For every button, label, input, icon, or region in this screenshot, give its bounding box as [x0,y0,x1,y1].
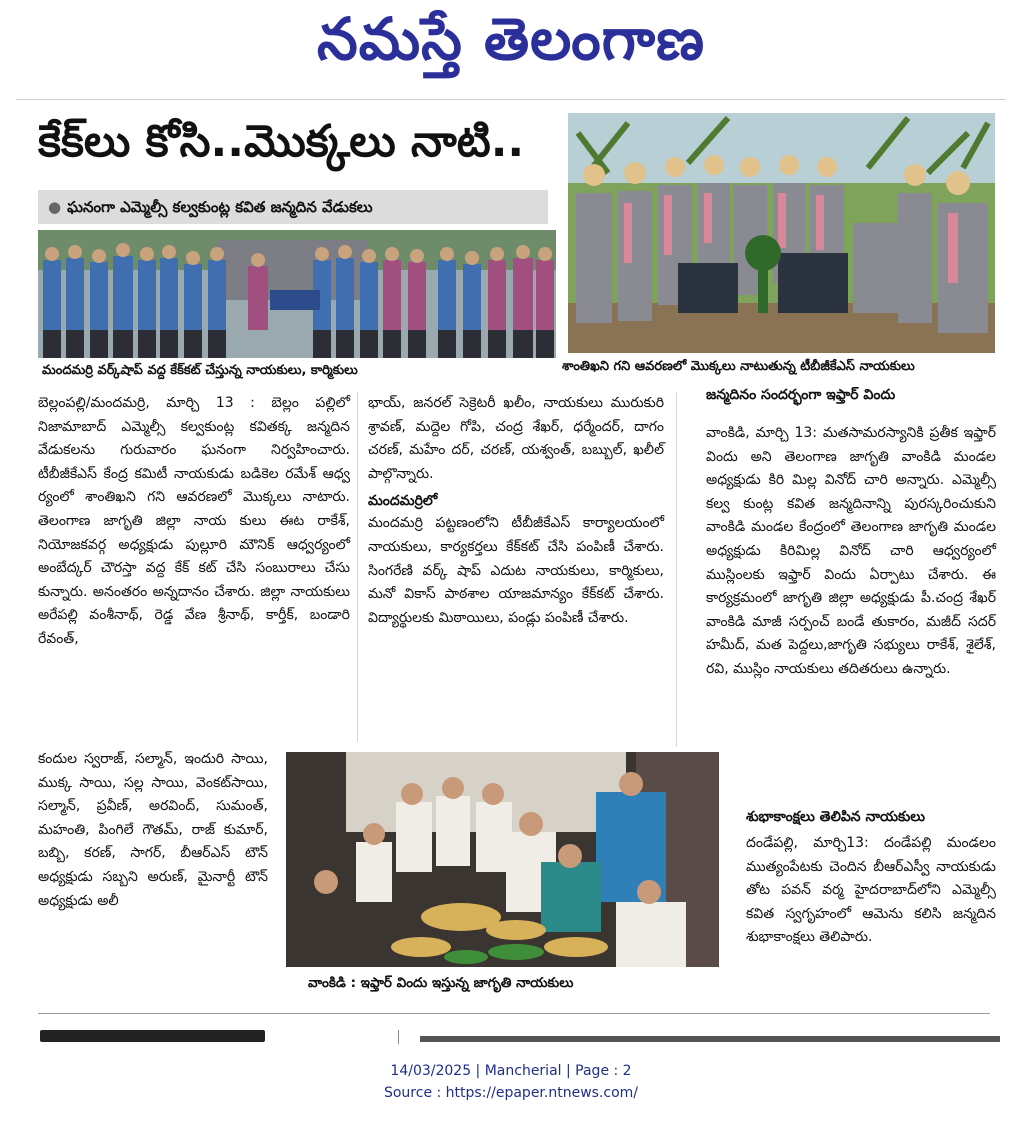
column-1-paragraph: బెల్లంపల్లి/మందమర్రి, మార్చి 13 : బెల్లం పల్లిలో నిజామాబాద్ ఎమ్మెల్సీ కల్వకుంట్ల కవితక్క జన్మదిన వేడుకలను గురువారం ఘనంగా నిర్వహించారు. టీబీజీకేఎస్ కేంద్ర కమిటీ నాయకుడు బడికెల రమేశ్ ఆధ్వ ర్యంలో శాంతిఖని గని ఆవరణలో మొక్కలు నాటారు. తెలంగాణ జాగృతి జిల్లా నాయ కులు ఈట రాకేశ్, నియోజకవర్గ అధ్యక్షుడు పుల్లూరి మౌనిక్ ఆధ్వర్యంలో అంబేద్కర్ చౌరస్తా వద్ద కేక్ కట్ చేసి సంబురాలు చేసు కున్నారు. అనంతరం అన్నదానం చేశారు. జిల్లా నాయకులు అరేపల్లి వంశీనాథ్, రెడ్డ వేణ శ్రీనాథ్, కార్తీక్, బండారి రేవంత్, [38,395,350,647]
caption-iftar: వాంకిడి : ఇఫ్తార్ విందు ఇస్తున్న జాగృతి నాయకులు [308,975,574,991]
article-column-2 [368,392,664,630]
column-divider [357,392,358,742]
section-heading-mandamarri: మందమర్రిలో [368,493,438,510]
caption-planting: శాంతిఖని గని ఆవరణలో మొక్కలు నాటుతున్న టీబీజీకేఎస్ నాయకులు [562,359,915,374]
photo-planting [568,113,995,353]
column-2-paragraph-b: మందమర్రి పట్టణంలోని టీబీజీకేఎస్ కార్యాలయంలో నాయకులు, కార్యకర్తలు కేక్‌కట్ చేసి పంపిణీ చేశారు. సింగరేణి వర్క్ షాప్ ఎదుట నాయకులు, కార్మికులు, మనో వికాస్ పాఠశాల యాజమాన్యం కేక్‌కట్ చేశారు. విద్యార్థులకు మిఠాయిలు, పండ్లు పంపిణీ చేశారు. [368,515,664,626]
article-headline: కేక్‌లు కోసి..మొక్కలు నాటి.. [38,116,525,167]
iftar-paragraph: వాంకిడి, మార్చి 13: మతసామరస్యానికి ప్రతీక ఇఫ్తార్ విందు అని తెలంగాణ జాగృతి వాంకిడి మండల అధ్యక్షుడు కిరి మిల్ల వినోద్ చారి అన్నారు. ఎమ్మెల్సీ కల్వ కుంట్ల కవిత జన్మదినాన్ని పురస్కరించుకుని వాంకిడి మండల కేంద్రంలో తెలంగాణ జాగృతి మండల అధ్యక్షుడు కిరిమిల్ల వినోద్ చారి ఆధ్వర్యంలో ముస్లింలకు ఇఫ్తార్ విందు ఏర్పాటు చేశారు. ఈ కార్యక్రమంలో జాగృతి జిల్లా అధ్యక్షుడు పీ.చంద్ర శేఖర్ వాంకిడి మాజీ సర్పంచ్ బండే తుకారం, మజీద్ సదర్ హమీద్, మత పెద్దలు,జాగృతి సభ్యులు రాకేశ్, శైలేశ్, రవి, ముస్లిం నాయకులు తదితరులు ఉన్నారు. [706,425,996,677]
top-divider [16,99,1006,100]
wishes-headline: శుభాకాంక్షలు తెలిపిన నాయకులు [746,809,925,825]
column-divider [676,392,677,747]
column-1-continued: కందుల స్వరాజ్, సల్మాన్, ఇందురి సాయి, ముక్క సాయి, సల్ల సాయి, వెంకట్‌సాయి, సల్మాన్, ప్రవీణ్, అరవింద్, సుమంత్, మహంతి, పింగిలే గౌతమ్, రాజ్ కుమార్, బబ్బి, కరణ్, సాగర్, బీఆర్ఎస్ టౌన్ అధ్యక్షుడు సబ్బని అరుణ్, మైనార్టీ టౌన్ అధ్యక్షుడు అలీ [38,751,268,909]
bottom-divider [38,1013,990,1014]
photo-cake-cutting [38,230,556,358]
article-column-1-top [38,392,350,652]
wishes-body [746,832,996,950]
masthead-logo: నమస్తే తెలంగాణ [317,5,705,73]
wishes-paragraph: దండేపల్లి, మార్చి13: దండేపల్లి మండలం ముత్యంపేటకు చెందిన బీఆర్ఎస్వీ నాయకుడు తోట పవన్ వర్మ హైదరాబాద్‌లోని ఎమ్మెల్సీ కవిత స్వగృహంలో ఆమెను కలిసి జన్మదిన శుభాకాంక్షలు తెలిపారు. [746,835,996,946]
footer-source-link[interactable]: Source : https://epaper.ntnews.com/ [383,1085,639,1101]
footer-edition-info: 14/03/2025 | Mancherial | Page : 2 [390,1063,632,1079]
next-article-fragment [40,1030,265,1042]
subhead-text: ఘనంగా ఎమ్మెల్సీ కల్వకుంట్ల కవిత జన్మదిన వేడుకలు [67,198,373,216]
article-subhead [38,190,548,224]
iftar-headline: జన్మదినం సందర్భంగా ఇఫ్తార్ విందు [706,387,896,403]
next-article-fragment [420,1036,1000,1042]
bullet-icon: ● [48,198,62,216]
caption-cake-cutting: మందమర్రి వర్క్‌షాప్ వద్ద కేక్‌కట్ చేస్తున్న నాయకులు, కార్మికులు [42,363,358,378]
column-divider [398,1030,399,1044]
article-column-1-bottom [38,748,268,913]
iftar-body [706,422,996,682]
column-2-paragraph-a: భాయ్, జనరల్ సెక్రెటరీ ఖలీం, నాయకులు మురుకురి శ్రావణ్, మద్దెల గోపి, చంద్ర శేఖర్, ధర్మేందర్, దాగం చరణ్, మహేం దర్, చరణ్, యశ్వంత్, బబ్బుల్, ఖలీల్ పాల్గొన్నారు. [368,395,664,482]
photo-iftar [286,752,719,967]
